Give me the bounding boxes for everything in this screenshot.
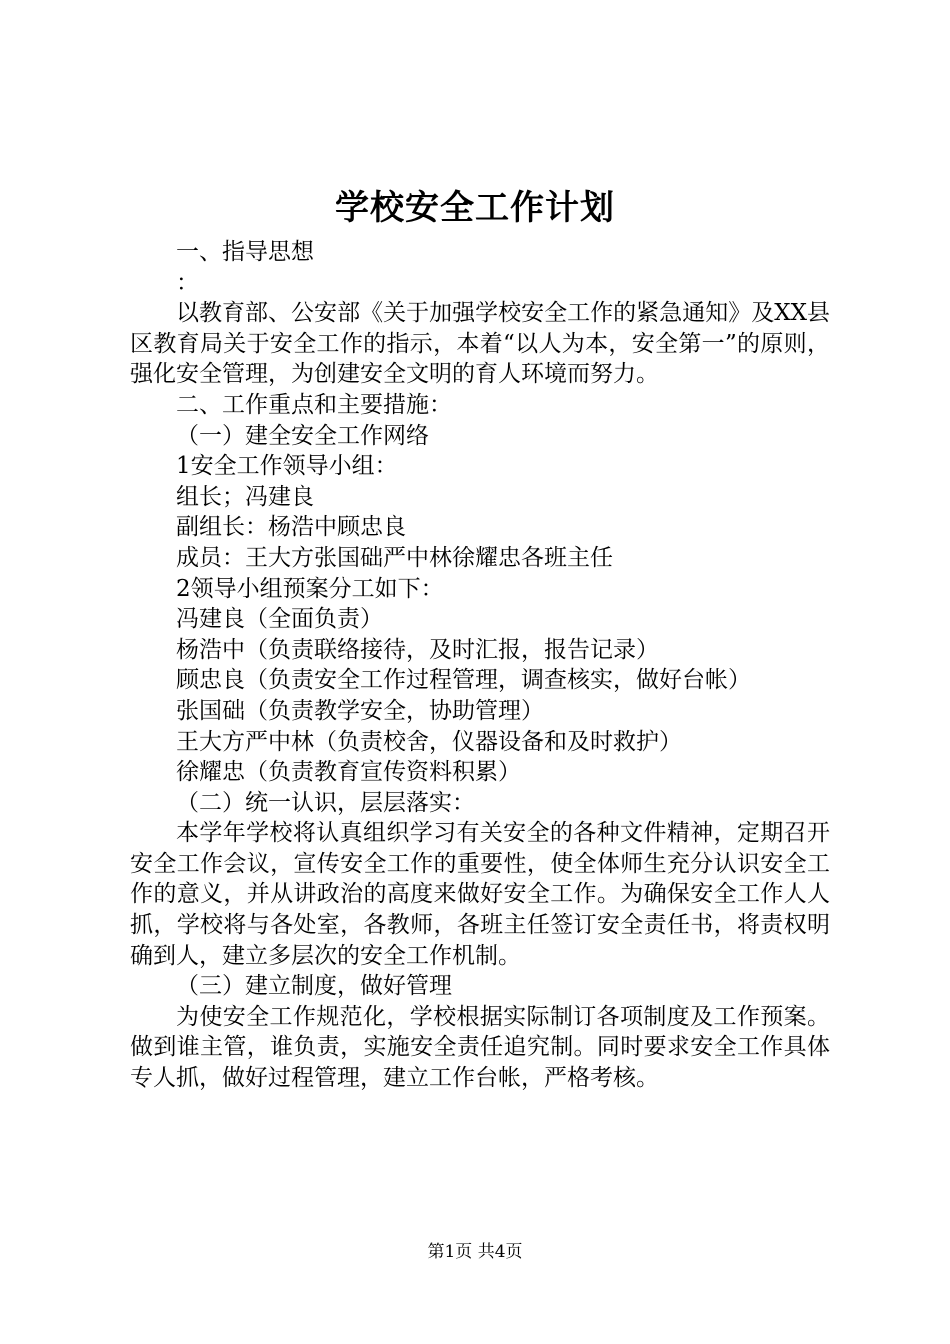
deputy-leaders-line: 副组长：杨浩中顾忠良 (176, 514, 406, 541)
duty-line-6: 徐耀忠（负责教育宣传资料积累） (176, 759, 521, 786)
members-line: 成员：王大方张国础严中林徐耀忠各班主任 (176, 544, 613, 571)
document-title: 学校安全工作计划 (335, 188, 615, 228)
duty-line-3: 顾忠良（负责安全工作过程管理，调查核实，做好台帐） (176, 667, 751, 694)
duty-line-5: 王大方严中林（负责校舍，仪器设备和及时救护） (176, 728, 682, 755)
section-1-heading: 一、指导思想 (176, 239, 314, 265)
document-body (130, 237, 830, 1094)
duty-line-4: 张国础（负责教学安全，协助管理） (176, 697, 544, 724)
page-footer: 第1页 共4页 (427, 1242, 523, 1262)
list-item-2: 2领导小组预案分工如下： (176, 575, 444, 602)
subsection-1-heading: （一）建全安全工作网络 (176, 422, 429, 449)
leader-line: 组长；冯建良 (176, 483, 314, 510)
subsection-2-paragraph: 本学年学校将认真组织学习有关安全的各种文件精神，定期召开安全工作会议，宣传安全工作的重要性，使全体师生充分认识安全工作的意义，并从讲政治的高度来做好安全工作。为确保安全工作人人抓，学校将与各处室，各教师，各班主任签订安全责任书，将责权明确到人，建立多层次的安全工作机制。 (130, 820, 830, 969)
section-1-colon: ： (176, 269, 199, 296)
subsection-3-paragraph: 为使安全工作规范化，学校根据实际制订各项制度及工作预案。做到谁主管，谁负责，实施安全责任追究制。同时要求安全工作具体专人抓，做好过程管理，建立工作台帐，严格考核。 (130, 1003, 830, 1092)
duty-line-1: 冯建良（全面负责） (176, 606, 383, 633)
duty-line-2: 杨浩中（负责联络接待，及时汇报，报告记录） (176, 636, 659, 663)
section-2-heading: 二、工作重点和主要措施： (176, 391, 452, 418)
subsection-3-heading: （三）建立制度，做好管理 (176, 973, 452, 1000)
list-item-1: 1安全工作领导小组： (176, 453, 398, 480)
section-1-paragraph: 以教育部、公安部《关于加强学校安全工作的紧急通知》及XX县区教育局关于安全工作的指示，本着“以人为本，安全第一”的原则，强化安全管理，为创建安全文明的育人环境而努力。 (130, 300, 830, 388)
subsection-2-heading: （二）统一认识，层层落实： (176, 789, 475, 816)
